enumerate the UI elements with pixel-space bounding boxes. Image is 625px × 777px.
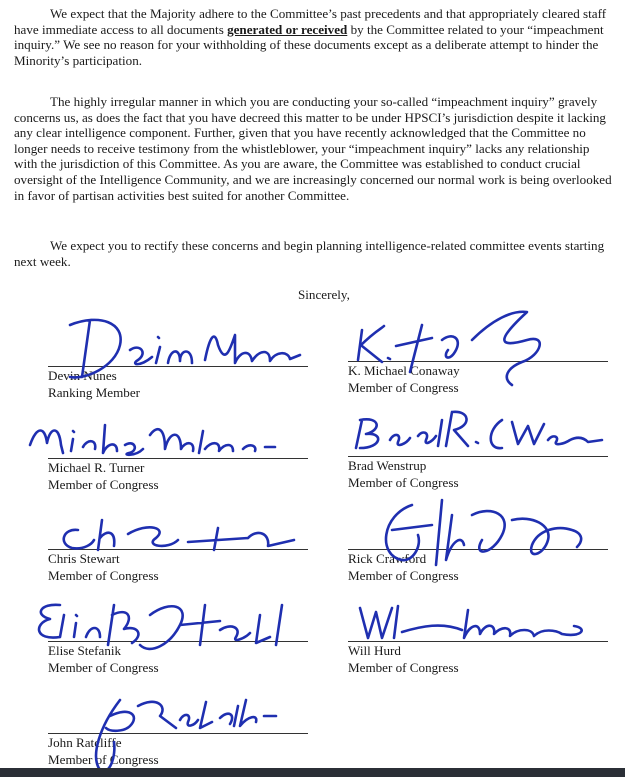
signature-line bbox=[48, 641, 308, 642]
signatory-title: Member of Congress bbox=[48, 568, 159, 583]
signatory-title: Member of Congress bbox=[48, 477, 159, 492]
paragraph-1-text-b: by the Committee related to your “impeachment inquiry.” We see no reason for your withholding of these documents except as a deliberate attempt to hinder the Minority’s participation. bbox=[14, 21, 604, 68]
paragraph-rectify-request bbox=[14, 238, 614, 269]
signature-line bbox=[48, 549, 308, 550]
paragraph-1-text-a: We expect that the Majority adhere to the Committee’s past precedents and that appropriately cleared staff have immediate access to all documents bbox=[14, 6, 607, 37]
signature-line bbox=[348, 456, 608, 457]
signatory-name: Rick Crawford bbox=[348, 551, 427, 566]
signature-line bbox=[348, 361, 608, 362]
signatory-name: Michael R. Turner bbox=[48, 460, 145, 475]
signatory-name: Brad Wenstrup bbox=[348, 458, 427, 473]
signatory-title: Member of Congress bbox=[48, 752, 159, 767]
signatory-name: K. Michael Conaway bbox=[348, 363, 460, 378]
paragraph-document-access bbox=[14, 6, 614, 68]
signatory-title: Member of Congress bbox=[348, 660, 459, 675]
signatory-name: Elise Stefanik bbox=[48, 643, 122, 658]
signature-line bbox=[348, 549, 608, 550]
paragraph-2-text: The highly irregular manner in which you are conducting your so-called “impeachment inquiry” gravely concerns us, as does the fact that you have decreed this matter to be under HPSCI’s jurisdiction despite it lacking any clear intelligence component. Further, given that you have recently acknowledged that the Committee no longer needs to receive testimony from the whistleblower, your “impeachment inquiry” lacks any relationship with the jurisdiction of this Committee. As you are aware, the Committee was established to conduct crucial oversight of the Intelligence Community, and we are increasingly concerned our normal work is being overlooked in favor of partisan activities best suited for another Committee. bbox=[14, 94, 612, 203]
closing-sincerely: Sincerely, bbox=[298, 287, 350, 302]
signatory-name: Will Hurd bbox=[348, 643, 401, 658]
signatory-title: Member of Congress bbox=[348, 380, 459, 395]
signature-line bbox=[348, 641, 608, 642]
paragraph-inquiry-concerns bbox=[14, 94, 614, 203]
signatory-title: Member of Congress bbox=[48, 660, 159, 675]
emphasis-generated-or-received: generated or received bbox=[227, 21, 348, 37]
signature-line bbox=[48, 366, 308, 367]
signatory-title: Member of Congress bbox=[348, 568, 459, 583]
signature-line bbox=[48, 458, 308, 459]
signatory-name: John Ratcliffe bbox=[48, 735, 122, 750]
signature-line bbox=[48, 733, 308, 734]
paragraph-3-text: We expect you to rectify these concerns and begin planning intelligence-related committee events starting next week. bbox=[14, 238, 605, 269]
signatory-title: Member of Congress bbox=[348, 475, 459, 490]
viewer-bottom-bar bbox=[0, 768, 625, 777]
signatory-title: Ranking Member bbox=[48, 385, 141, 400]
signatory-name: Chris Stewart bbox=[48, 551, 120, 566]
signatory-name: Devin Nunes bbox=[48, 368, 117, 383]
